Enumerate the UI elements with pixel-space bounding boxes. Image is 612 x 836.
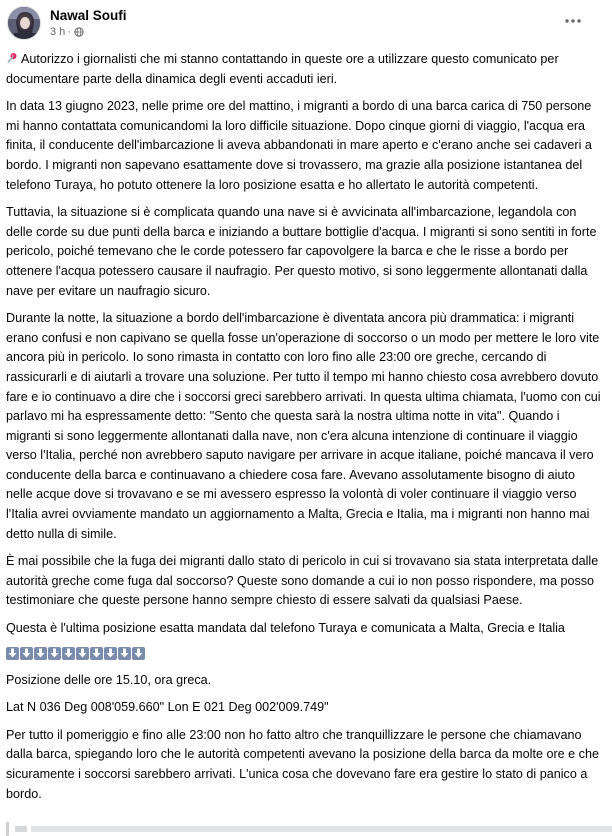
author-name[interactable]: Nawal Soufi — [50, 8, 127, 23]
avatar[interactable] — [7, 6, 41, 40]
avatar-image — [8, 7, 41, 40]
down-arrow-emoji-icon — [48, 647, 61, 660]
paragraph: Tuttavia, la situazione si è complicata quando una nave si è avvicinata all'imbarcazione, legandola con delle corde su due punti della barca e iniziando a buttare bottiglie d'acqua. I migranti si sono sentiti in forte pericolo, poiché temevano che le corde potessero far capovolgere la barca e che le risse a bordo per ottenere l'acqua potessero causare il naufragio. Per questo motivo, si sono leggermente allontanati dalla nave per evitare un naufragio sicuro. — [6, 205, 597, 298]
quoted-text-peek — [6, 822, 612, 836]
down-arrow-emoji-icon — [34, 647, 47, 660]
down-arrow-emoji-icon — [104, 647, 117, 660]
quote-line — [15, 826, 612, 832]
position-time: Posizione delle ore 15.10, ora greca. — [6, 672, 212, 687]
down-arrow-emoji-icon — [62, 647, 75, 660]
paragraph: È mai possibile che la fuga dei migranti dallo stato di pericolo in cui si trovavano sia stata interpretata dalle autorità greche come fuga dal soccorso? Queste sono domande a cui io non posso rispondere, ma posso testimoniare che queste persone hanno sempre chiesto di essere salvati da qualsiasi Paese. — [6, 554, 599, 608]
paragraph: Questa è l'ultima posizione esatta mandata dal telefono Turaya e comunicata a Malta, Grecia e Italia — [6, 621, 565, 636]
paragraph: Durante la notte, la situazione a bordo dell'imbarcazione è diventata ancora più drammatica: i migranti erano confusi e non capivano se quella fosse un'operazione di soccorso o un modo per mettere le loro vite ancora più in pericolo. Io sono rimasta in contatto con loro fino alle 23:00 ore greche, cercando di rassicurarli e di aiutarli a trovare una soluzione. Per tutto il tempo mi hanno chiesto cosa avrebbero dovuto fare e io continuavo a dire che i soccorsi greci sarebbero arrivati. In questa ultima chiamata, l'uomo con cui parlavo mi ha espressamente detto: "Sento che questa sarà la nostra ultima notte in vita". Quando i migranti si sono leggermente allontanati dalla nave, non c'era alcuna intenzione di continuare il viaggio verso l'Italia, perché non avrebbero saputo navigare per arrivare in acque italiane, poiché mancava il vero conducente della barca e continuavano a chiedere cosa fare. Avevano assolutamente bisogno di aiuto nelle acque dove si trovavano e se mi avessero espresso la volontà di voler continuare il viaggio verso l'Italia avrei ovviamente mandato un aggiornamento a Malta, Grecia e Italia, ma i migranti non hanno mai detto nulla di simile. — [6, 311, 601, 541]
coordinates: Lat N 036 Deg 008'059.660" Lon E 021 Deg 002'009.749" — [6, 700, 329, 715]
paragraph-closing: Per tutto il pomeriggio e fino alle 23:00 non ho fatto altro che tranquillizzare le persone che chiamavano dalla barca, spiegando loro che le autorità competenti avevano la posizione della barca da molte ore e che sicuramente i soccorsi sarebbero arrivati. L'unica cosa che dovevano fare era gestire lo stato di panico a bordo. — [6, 727, 599, 801]
paragraph-intro — [6, 50, 601, 89]
meta-separator: · — [67, 26, 71, 38]
down-arrows-row — [6, 647, 601, 661]
globe-icon — [74, 27, 84, 37]
more-options-icon — [565, 19, 581, 23]
down-arrow-emoji-icon — [90, 647, 103, 660]
down-arrow-emoji-icon — [6, 647, 19, 660]
post-meta — [50, 26, 84, 38]
more-options-button[interactable] — [561, 12, 585, 30]
paragraph: In data 13 giugno 2023, nelle prime ore del mattino, i migranti a bordo di una barca carica di 750 persone mi hanno contattata comunicandomi la loro difficile situazione. Dopo cinque giorni di viaggio, l'acqua era finita, il conducente dell'imbarcazione li aveva abbandonati in mare aperto e c'erano anche sei cadaveri a bordo. I migranti non sapevano esattamente dove si trovassero, ma grazie alla posizione istantanea del telefono Turaya, ho potuto ottenere la loro posizione esatta e ho allertato le autorità competenti. — [6, 99, 592, 192]
post-timestamp[interactable]: 3 h — [50, 26, 66, 38]
pushpin-icon — [6, 52, 18, 64]
down-arrow-emoji-icon — [76, 647, 89, 660]
paragraph-text: Autorizzo i giornalisti che mi stanno contattando in queste ore a utilizzare questo comunicato per documentare parte della dinamica degli eventi accaduti ieri. — [6, 52, 559, 86]
down-arrow-emoji-icon — [20, 647, 33, 660]
post-body — [6, 50, 601, 812]
down-arrow-emoji-icon — [132, 647, 145, 660]
post-header — [7, 6, 605, 42]
down-arrow-emoji-icon — [118, 647, 131, 660]
